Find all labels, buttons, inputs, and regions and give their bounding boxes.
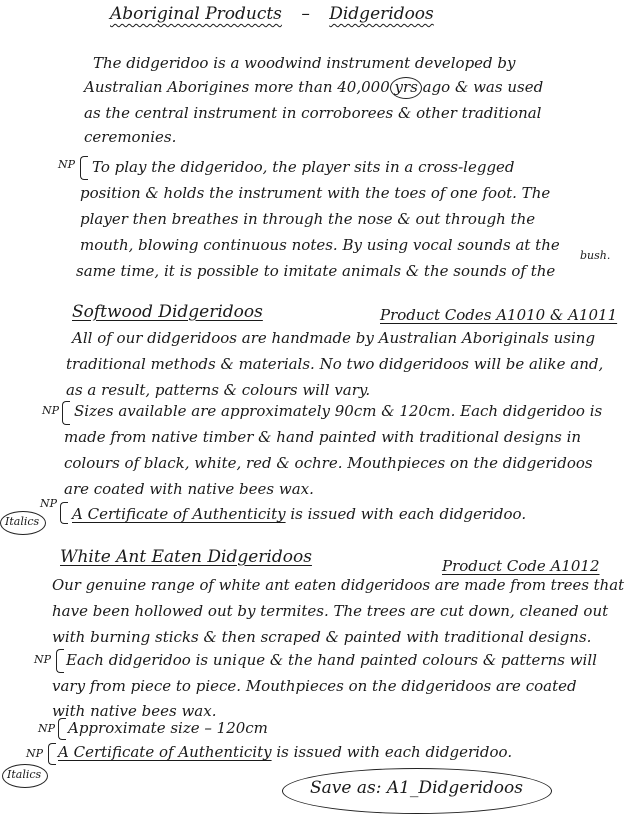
unique-line-2: vary from piece to piece. Mouthpieces on the didgeridoos are coated (52, 677, 577, 695)
cert-underlined-1: A Certificate of Authenticity (72, 505, 286, 523)
cert-rest-2: is issued with each didgeridoo. (276, 743, 513, 761)
whiteant-heading: White Ant Eaten Didgeridoos (60, 547, 312, 567)
play-line-5: same time, it is possible to imitate animals & the sounds of the (76, 262, 556, 280)
title-dash: – (301, 4, 310, 24)
np-mark-size: NP (38, 722, 56, 735)
softwood-heading: Softwood Didgeridoos (72, 302, 263, 322)
size-line: Approximate size – 120cm (68, 719, 268, 737)
np-mark-cert-2: NP (26, 747, 44, 760)
np-bracket-size (58, 718, 66, 740)
np-bracket-play (80, 156, 88, 180)
unique-line-3: with native bees wax. (52, 702, 217, 720)
np-mark-sizes: NP (42, 404, 60, 417)
play-line-1: To play the didgeridoo, the player sits in a cross-legged (92, 158, 515, 176)
play-line-2: position & holds the instrument with the toes of one foot. The (80, 184, 551, 202)
italics-note-2: Italics (7, 768, 42, 781)
np-bracket-unique (56, 649, 64, 673)
title-part2: Didgeridoos (329, 4, 434, 24)
cert-rest-1: is issued with each didgeridoo. (290, 505, 527, 523)
play-line-4: mouth, blowing continuous notes. By using vocal sounds at the (80, 236, 560, 254)
play-line-3: player then breathes in through the nose & out through the (80, 210, 536, 228)
np-mark-play: NP (58, 158, 76, 171)
cert-underlined-2: A Certificate of Authenticity (58, 743, 272, 761)
sizes-line-4: are coated with native bees wax. (64, 480, 314, 498)
np-bracket-sizes (62, 401, 70, 425)
np-bracket-cert-2 (48, 743, 56, 765)
sizes-line-1: Sizes available are approximately 90cm & 120cm. Each didgeridoo is (74, 402, 603, 420)
intro-line-1: The didgeridoo is a woodwind instrument developed by (93, 54, 516, 72)
italics-note-1: Italics (5, 515, 40, 528)
softwood-line-3: as a result, patterns & colours will vary. (66, 381, 371, 399)
save-as-note: Save as: A1_Didgeridoos (310, 778, 523, 798)
unique-line-1: Each didgeridoo is unique & the hand painted colours & patterns will (66, 651, 597, 669)
np-bracket-cert-1 (60, 502, 68, 524)
np-mark-unique: NP (34, 653, 52, 666)
yrs-circle-mark (390, 77, 422, 99)
np-mark-cert-1: NP (40, 497, 58, 510)
softwood-codes: Product Codes A1010 & A1011 (380, 306, 618, 324)
intro-line-2: Australian Aborigines more than 40,000 yrs ago & was used (84, 78, 544, 96)
whiteant-code: Product Code A1012 (442, 557, 600, 575)
intro-line-3: as the central instrument in corroborees & other traditional (84, 104, 542, 122)
softwood-line-2: traditional methods & materials. No two didgeridoos will be alike and, (66, 355, 604, 373)
cert-line-1 (72, 502, 526, 526)
softwood-line-1: All of our didgeridoos are handmade by Australian Aboriginals using (72, 329, 596, 347)
sizes-line-3: colours of black, white, red & ochre. Mouthpieces on the didgeridoos (64, 454, 593, 472)
whiteant-line-2: have been hollowed out by termites. The trees are cut down, cleaned out (52, 602, 609, 620)
whiteant-line-1: Our genuine range of white ant eaten didgeridoos are made from trees that (52, 576, 625, 594)
sizes-line-2: made from native timber & hand painted with traditional designs in (64, 428, 582, 446)
cert-line-2 (58, 740, 512, 764)
intro-line-4: ceremonies. (84, 128, 177, 146)
whiteant-line-3: with burning sticks & then scraped & painted with traditional designs. (52, 628, 592, 646)
title-part1: Aboriginal Products (110, 4, 282, 24)
insert-bush: bush. (580, 249, 611, 262)
page-title (110, 2, 434, 26)
